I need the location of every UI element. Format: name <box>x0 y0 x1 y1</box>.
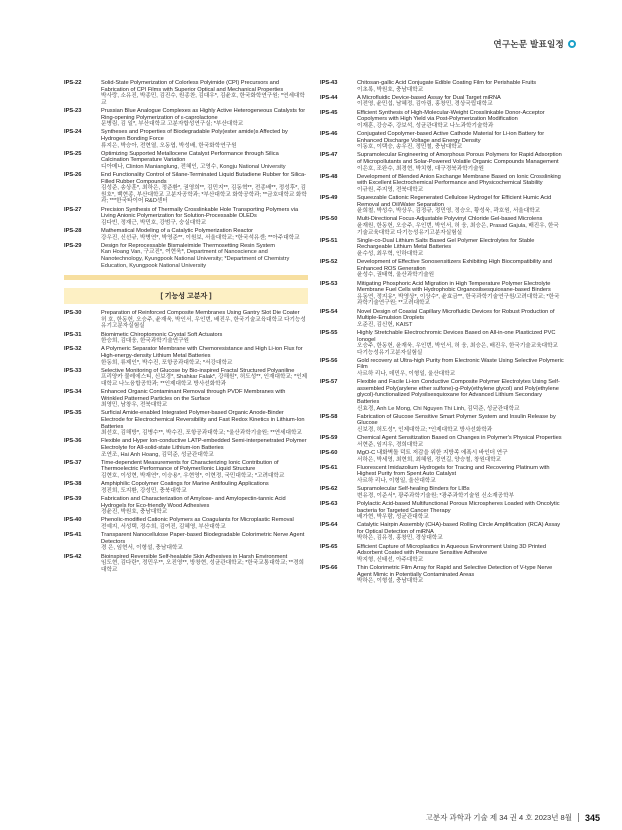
journal-info: 고분자 과학과 기술 제 34 권 4 호 2023년 8월 <box>425 813 572 822</box>
abstract-entry <box>64 438 308 458</box>
entry-title: Fluorescent Imidazolium Hydrogels for Tracing and Recovering Platinum with Highest Purity from Spent Auto Catalyst <box>357 464 550 478</box>
entry-title: Time-dependent Measurements for Characterizing Ionic Contribution of Thermoelectric Performance of Polymer/Ionic Liquid Structure <box>101 459 279 473</box>
entry-authors: 변유경, 이준서*, 광주과학기술원; *광주과학기술원 신소재공학부 <box>357 492 515 499</box>
abstract-entry <box>64 481 308 494</box>
abstract-entry <box>64 410 308 436</box>
abstract-entry <box>64 389 308 409</box>
entry-authors: 김현호, 이성현, 박재연*, 이승용*, 우현영*, 이현정, 국민대학교; *고려대학교 <box>101 473 285 479</box>
entry-authors: 최선호, 김해방*, 김병수**, 박수진, 포항공과대학교; *울산과학기술원; **연세대학교 <box>101 430 302 437</box>
entry-authors: 서하은, 박세영, 최현희, 최혜원, 정연길, 양승철, 창원대학교 <box>357 456 502 463</box>
header-title: 연구논문 발표일정 <box>493 39 564 49</box>
entry-body <box>357 565 564 585</box>
abstract-entry <box>64 108 308 128</box>
abstract-entry <box>320 501 564 521</box>
entry-code: IPS-34 <box>64 389 82 396</box>
abstract-entry <box>64 243 308 269</box>
entry-authors: 경 은, 임현서, 이형설, 충남대학교 <box>101 545 183 552</box>
entry-body <box>101 243 308 269</box>
entry-body <box>357 379 564 412</box>
entry-authors: 디아메나, Clinton Manianglung, 전혜인, 고영수, Kongju National University <box>101 163 286 170</box>
entry-body <box>357 238 564 258</box>
abstract-entry <box>320 414 564 434</box>
entry-body <box>357 414 564 434</box>
entry-body <box>101 517 308 530</box>
entry-code: IPS-30 <box>64 310 82 317</box>
entry-title: MgO-C 내화벽돌 덕트 저감을 위한 지방족 에폭시 바인더 연구 <box>357 449 508 456</box>
entry-authors: 오준진, 김신헌, KAIST <box>357 321 413 328</box>
entry-authors: 윤희철, 박성수, 박상우, 김정규, 정민영, 정승오, 황성욱, 곽호원, 서울대학교 <box>357 208 541 215</box>
abstract-entry <box>320 95 564 108</box>
abstract-entry <box>320 195 564 215</box>
entry-body <box>101 80 308 106</box>
entry-body <box>101 228 308 241</box>
entry-body <box>357 450 564 463</box>
entry-authors: 이재훈, 강승주, 강보석, 성균관대학교 나노과학기술학과 <box>357 122 494 129</box>
entry-code: IPS-35 <box>64 410 82 417</box>
abstract-entry <box>64 207 308 227</box>
abstract-entry <box>320 238 564 258</box>
entry-code: IPS-41 <box>64 532 82 539</box>
entry-code: IPS-36 <box>64 438 82 445</box>
abstract-entry <box>320 486 564 499</box>
entry-code: IPS-47 <box>320 152 338 159</box>
entry-code: IPS-45 <box>320 109 338 116</box>
entry-code: IPS-40 <box>64 517 82 524</box>
entry-code: IPS-43 <box>320 80 338 86</box>
entry-body <box>357 435 564 448</box>
entry-title: Supramolecular Self-healing Binders for LIBs <box>357 486 470 493</box>
entry-code: IPS-55 <box>320 329 338 336</box>
entry-title: Flexible and Facile Li-ion Conductive Composite Polymer Electrolytes Using Self-assembled Poly(arylene ether sulfone)-g-Poly(ethylene glycol) and Poly(ethylene glycol)-functionalized Polysilsesquioxane for Advanced Lithium Secondary Batteries <box>357 379 560 406</box>
entry-body <box>357 174 564 194</box>
entry-body <box>357 330 564 356</box>
entry-title: Optimizing Supported Metallocene Catalyst Performance through Silica Calcination Temperature Variation <box>101 150 279 164</box>
entry-title: Highly Stretchable Electrochromic Devices Based on All-in-one Plasticized PVC Ionogel <box>357 329 556 343</box>
entry-body <box>101 310 308 330</box>
abstract-entry <box>320 309 564 329</box>
entry-title: End Functionality Control of Silane-Terminated Liquid Butadiene Rubber for Silica-Filled Rubber Compounds <box>101 172 307 185</box>
entry-list-top <box>64 80 308 269</box>
entry-title: Biomimetic Chiroptomonic Crystal Soft Actuators <box>101 331 223 338</box>
entry-authors: 박하은, 이형설, 충남대학교 <box>357 578 424 585</box>
entry-code: IPS-44 <box>320 94 338 101</box>
abstract-entry <box>64 346 308 366</box>
entry-code: IPS-42 <box>64 553 82 560</box>
section-title: [ 기능성 고분자 ] <box>64 288 308 304</box>
entry-body <box>357 259 564 279</box>
entry-body <box>101 481 308 494</box>
entry-authors: 배가현, 박우람, 성균관대학교 <box>357 514 429 521</box>
entry-authors: 유동연, 정지유*, 박영상*, 이상수*, 윤효금**, 한국과학기술연구원/고려대학교; *한국과학기술연구원; **고려대학교 <box>357 293 560 307</box>
abstract-entry <box>320 174 564 194</box>
entry-title: Development of Blended Anion Exchange Membrane Based on Ionic Crosslinking with Excellent Electrochemical Performance and Physicochemical Stability <box>357 173 561 187</box>
entry-authors: 정진희, 도지환, 강성민, 충북대학교 <box>101 487 187 494</box>
entry-body <box>357 281 564 307</box>
entry-authors: 전예지, 서성택, 정수희, 김여진, 김혜영, 부산대학교 <box>101 523 226 530</box>
entry-code: IPS-56 <box>320 357 338 364</box>
entry-authors: 류지은, 박승아, 전현열, 오동엽, 박성배, 한국화학연구원 <box>101 142 237 149</box>
abstract-entry <box>64 80 308 106</box>
entry-title: Mitigating Phosphoric Acid Migration in High Temperature Polymer Electrolyte Membrane Fuel Cells with Hydrophobic Organosilsesquioxane-based Binders <box>357 280 551 294</box>
entry-code: IPS-61 <box>320 464 338 471</box>
entry-code: IPS-24 <box>64 129 82 136</box>
entry-title: Novel Design of Coaxial Capillary Microfluidic Devices for Robust Production of Multiple-Emulsion Droplets <box>357 308 555 322</box>
entry-code: IPS-64 <box>320 522 338 529</box>
entry-title: Fabrication of Glucose Sensitive Smart Polymer System and Insulin Release by Glucose <box>357 413 556 427</box>
abstract-entry <box>320 358 564 378</box>
entry-authors: 허 호, 한동헌, 오승주, 윤재욱, 박인서, 우인번, 배진우, 한국기술교육대학교 다기능성유기고분자실험실 <box>101 316 306 330</box>
entry-title: A Polymeric Separator Membrane with Chemoresistance and High Li-ion Flux for High-energy-density Lithium Metal Batteries <box>101 346 303 359</box>
entry-authors: 신보경, 허도성*, 인제대학교; *인제대학교 방사선화학과 <box>357 427 493 433</box>
entry-code: IPS-65 <box>320 543 338 550</box>
left-column <box>64 80 308 575</box>
abstract-entry <box>320 259 564 279</box>
entry-body <box>357 309 564 329</box>
entry-title: Supramolecular Engineering of Amorphous Porous Polymers for Rapid Adsorption of Micropollutants and Solar-Powered Volatile Organic Compounds Management <box>357 152 562 165</box>
entry-title: Single-co-Dual Lithium Salts Based Gel Polymer Electrolytes for Stable Rechargeable Lithium Metal Batteries <box>357 237 535 251</box>
entry-body <box>101 332 308 345</box>
entry-body <box>357 486 564 499</box>
entry-body <box>101 108 308 128</box>
abstract-entry <box>320 330 564 356</box>
entry-title: Precision Synthesis of Thermally Crosslinkable Hole Transporting Polymers via Living Anionic Polymerization for Solution-Processable OLEDs <box>101 206 299 220</box>
entry-title: Amphiphilic Copolymer Coatings for Marine Antifouling Applications <box>101 481 269 488</box>
entry-list-bottom <box>64 310 308 573</box>
abstract-entry <box>320 522 564 542</box>
entry-authors: 이동호, 이택승, 송우진, 정민철, 충남대학교 <box>357 144 463 151</box>
entry-code: IPS-33 <box>64 367 82 374</box>
entry-code: IPS-38 <box>64 481 82 488</box>
abstract-entry <box>320 450 564 463</box>
entry-title: Enhanced Organic Contaminant Removal through PVDF Membranes with Wrinkled Patterned Particles on the Surface <box>101 389 286 402</box>
entry-authors: 박하은, 김유정, 홍창민, 경상대학교 <box>357 535 443 542</box>
entry-authors: 이전영, 윤민섭, 남혜정, 김아림, 홍창민, 경상국립대학교 <box>357 101 493 108</box>
entry-body <box>357 544 564 564</box>
abstract-entry <box>64 460 308 480</box>
abstract-entry <box>64 554 308 574</box>
entry-title: Catalytic Hairpin Assembly (CHA)-based Rolling Circle Amplification (RCA) Assay for Optical Detection of miRNA <box>357 522 561 535</box>
entry-body <box>357 95 564 108</box>
entry-title: Design for Reprocessable Bismaleimide Thermosetting Resin System <box>101 242 275 249</box>
entry-authors: 윤수성, 최우혁, 인하대학교 <box>357 251 424 257</box>
entry-body <box>357 501 564 521</box>
entry-title: Syntheses and Properties of Biodegradable Poly(ester amide)s Affected by Hydrogen Bonding Force <box>101 129 288 142</box>
abstract-entry <box>64 151 308 171</box>
entry-body <box>101 438 308 458</box>
entry-code: IPS-48 <box>320 173 338 180</box>
entry-code: IPS-60 <box>320 449 338 456</box>
entry-body <box>357 152 564 172</box>
abstract-entry <box>320 465 564 485</box>
entry-authors: 이규원, 주지영, 전북대학교 <box>357 186 424 193</box>
entry-body <box>357 465 564 485</box>
entry-body <box>101 129 308 149</box>
entry-title: Transparent Nanocellulose Paper-based Biodegradable Colorimetric Nerve Agent Detectors <box>101 532 305 545</box>
abstract-entry <box>320 565 564 585</box>
entry-code: IPS-51 <box>320 237 338 244</box>
entry-authors: 윤성수, 권태혁, 울산과학기술원 <box>357 272 435 279</box>
entry-body <box>357 216 564 236</box>
abstract-entry <box>320 216 564 236</box>
abstract-entry <box>64 129 308 149</box>
abstract-entry <box>320 80 564 93</box>
entry-body <box>101 410 308 436</box>
entry-title: Prussian Blue Analogue Complexes as Highly Active Heterogeneous Catalysts for Ring-opening Polymerization of ε-caprolactone <box>101 107 306 121</box>
abstract-entry <box>320 152 564 172</box>
entry-title: Efficient Synthesis of High-Molecular-Weight Crosslinkable Donor-Acceptor Copolymers with High Yield via Post-Polymerization Modification <box>357 109 545 123</box>
entry-code: IPS-25 <box>64 150 82 157</box>
entry-title: Fabrication and Characterization of Amylose- and Amylopectin-tannic Acid Hydrogels for Eco-friendly Wood Adhesives <box>101 495 286 509</box>
section-divider <box>64 275 308 280</box>
entry-body <box>101 532 308 552</box>
entry-title: Chemical Agent Sensitization Based on Changes in Polymer's Physical Properties <box>357 435 562 442</box>
abstract-entry <box>64 496 308 516</box>
entry-authors: 사르하 리나, 이형일, 울산대학교 <box>357 477 436 484</box>
entry-title: Bioinspired Reversible Self-healable Skin Adhesives in Harsh Environment <box>101 553 288 560</box>
abstract-entry <box>64 368 308 388</box>
entry-authors: 신효경, Anh Le Mong, Chi Nguyen Thi Linh, 김덕준, 성균관대학교 <box>357 405 520 412</box>
entry-code: IPS-31 <box>64 331 82 338</box>
circle-bullet-icon <box>568 40 576 48</box>
page-footer <box>426 812 600 823</box>
entry-body <box>101 554 308 574</box>
entry-title: A Microfluidic Device-based Assay for Dual Target miRNA <box>357 94 501 101</box>
entry-body <box>357 522 564 542</box>
entry-body <box>357 80 564 93</box>
entry-code: IPS-54 <box>320 308 338 315</box>
entry-body <box>357 195 564 215</box>
entry-body <box>101 496 308 516</box>
entry-authors: 조연조, Hai Anh Hoang, 김덕준, 성균관대학교 <box>101 451 214 458</box>
entry-authors: 이은호, 조완수, 최경현, 박치형, 대구경북과학기술원 <box>357 165 484 172</box>
abstract-entry <box>64 228 308 241</box>
entry-body <box>101 207 308 227</box>
entry-authors: 서현준, 임지우, 경희대학교 <box>357 441 424 448</box>
entry-title: Chitosan-gallic Acid Conjugate Edible Coating Film for Perishable Fruits <box>357 80 537 86</box>
abstract-entry <box>320 379 564 412</box>
entry-body <box>357 110 564 130</box>
abstract-entry <box>64 310 308 330</box>
abstract-entry <box>64 332 308 345</box>
entry-title: Surficial Amide-enabled Integrated Polymer-based Organic Anode-Binder Electrode for Electrochemical Reversibility and Fast Redox Kinetics in Lithium-Ion Batteries <box>101 410 305 430</box>
right-column <box>320 80 564 586</box>
entry-authors: 윤재원, 한동헌, 오승주, 우인번, 박인서, 허 웅, 최승은, Prasad Gajula, 배진우, 한국기술교육대학교 다기능성유기고분자실험실 <box>357 223 559 236</box>
entry-title: Preparation of Reinforced Composite Membranes Using Gantry Slot Die Coater <box>101 310 300 317</box>
entry-code: IPS-22 <box>64 80 82 86</box>
entry-code: IPS-39 <box>64 495 82 502</box>
entry-code: IPS-53 <box>320 280 338 287</box>
abstract-entry <box>320 131 564 151</box>
abstract-entry <box>320 281 564 307</box>
entry-code: IPS-62 <box>320 486 338 493</box>
entry-authors: 최영민, 남창우, 전북대학교 <box>101 402 168 409</box>
entry-title: Development of Effective Sonosensitizers Exhibiting High Biocompatibility and Enhanced ROS Generation <box>357 259 552 272</box>
entry-title: Multi-Directional Focus-Adjustable Polyvinyl Chloride Gel-based Microlens <box>357 216 543 223</box>
entry-code: IPS-59 <box>320 435 338 442</box>
entry-authors: 강우진, 신선규, 박병연*, 박영준**, 이원보, 서울대학교; *한국석유센; **아주대학교 <box>101 234 300 241</box>
entry-authors: 프리양카 물레에스티, 신보경*, Shahkar Falak*, 강해원*, 허도성**, 인재대학교; *인제대학교 나노융합공학과; **인제대학교 방사선화학과 <box>101 374 308 387</box>
entry-title: Mathematical Modeling of a Catalytic Polymerization Reactor <box>101 228 254 235</box>
entry-authors: 문병림, 김 일*, 부산대학교 고분자합성연구실; *부산대학교 <box>101 121 244 128</box>
entry-code: IPS-57 <box>320 379 338 386</box>
abstract-entry <box>320 544 564 564</box>
entry-body <box>101 346 308 366</box>
entry-authors: 이초록, 박원호, 충남대학교 <box>357 86 424 93</box>
entry-title: Polylactic Acid-based Multifunctional Porous Microspheres Loaded with Oncolytic bacteria for Targeted Cancer Therapy <box>357 500 560 514</box>
entry-title: Squeezable Cationic Regenerated Cellulose Hydrogel for Efficient Humic Acid Removal and Oil/Water Separation <box>357 195 552 208</box>
entry-authors: 오승주, 한동헌, 윤재욱, 우인번, 박인서, 허 웅, 최승은, 배진우, 한국기술교육대학교 다기능성유기고분자실험실 <box>357 343 559 356</box>
entry-code: IPS-26 <box>64 172 82 179</box>
entry-authors: 사르하 리나, 데민우, 이형일, 울산대학교 <box>357 371 456 378</box>
entry-code: IPS-49 <box>320 195 338 202</box>
page-number: 345 <box>584 812 600 823</box>
abstract-entry <box>320 110 564 130</box>
abstract-entry <box>64 172 308 205</box>
entry-code: IPS-66 <box>320 565 338 572</box>
entry-code: IPS-46 <box>320 130 338 137</box>
footer-separator <box>578 813 579 822</box>
entry-title: Flexible and Hyper Ion-conductive LATP-embedded Semi-interpenetrated Polymer Electrolyte for All-solid-state Lithium-ion Batteries <box>101 438 307 452</box>
entry-authors: 김다빈, 정재근, 박민호, 강범구, 숭실대학교 <box>101 219 207 226</box>
entry-code: IPS-27 <box>64 206 82 213</box>
entry-title: Efficient Capture of Microplastics in Aqueous Environment Using 3D Printed Adsorbent Coated with Pressure Sensitive Adhesive <box>357 543 546 557</box>
entry-authors: 임도현, 김다란*, 정민우**, 오진영**, 방창현, 성균관대학교; *한국교통대학교; **경희대학교 <box>101 560 304 573</box>
entry-title: Thin Colorimetric Film Array for Rapid and Selective Detection of V-type Nerve Agent Mimic in Potentially Contaminated Areas <box>357 565 553 578</box>
entry-code: IPS-37 <box>64 459 82 466</box>
entry-body <box>101 172 308 205</box>
entry-authors: 한승희, 김대웅, 한국과학기술연구원 <box>101 338 189 345</box>
entry-body <box>101 389 308 409</box>
entry-body <box>101 151 308 171</box>
entry-code: IPS-58 <box>320 413 338 420</box>
entry-body <box>101 368 308 388</box>
abstract-entry <box>64 532 308 552</box>
entry-authors: 김성준, 송상훈*, 최하은, 정준환*, 권영희**, 김민지**, 김동혁**, 전종배**, 정성후*, 김원호*, 백현종, 부산대학교 고분자공학과; *부산대학교 화학공학과; **금호대학교 화학과; ***한국타이어 R&D센터 <box>101 185 307 205</box>
entry-authors: 박지형, 신태선, 아주대학교 <box>357 556 424 563</box>
entry-authors: 한동희, 류제인*, 박수진, 포항공과대학교; *서강대학교 <box>101 359 233 366</box>
entry-body <box>101 460 308 480</box>
entry-list-right <box>320 80 564 585</box>
entry-code: IPS-23 <box>64 107 82 114</box>
entry-title: Phenolic-modified Cationic Polymers as Coagulants for Microplastic Removal <box>101 517 294 524</box>
entry-title: Selective Monitoring of Glucose by Bio-inspired Fractal Structured Polyaniline <box>101 367 295 374</box>
entry-title: Gold recovery at Ultra-high Purity from Electronic Waste Using Selective Polymeric Film <box>357 357 564 371</box>
entry-code: IPS-28 <box>64 228 82 235</box>
entry-title: Solid-State Polymerization of Colorless Polyimide (CPI) Precursors and Fabrication of CPI Films with Superior Optical and Mechanical Properties <box>101 80 284 93</box>
entry-authors: 정윤진, 박원호, 충남대학교 <box>101 509 168 516</box>
abstract-entry <box>64 517 308 530</box>
entry-title: Conjugated Copolymer-based Active Cathode Material for Li-ion Battery for Enhanced Discharge Voltage and Energy Density <box>357 130 545 144</box>
entry-body <box>357 358 564 378</box>
entry-code: IPS-52 <box>320 259 338 266</box>
entry-authors: 박사랑, 소유진, 박종민, 김진수, 원종찬, 김대우*, 김윤호, 한국화학연구원; *연세대학교 <box>101 93 305 106</box>
entry-code: IPS-32 <box>64 346 82 353</box>
abstract-entry <box>320 435 564 448</box>
page-header <box>493 38 576 50</box>
entry-code: IPS-63 <box>320 500 338 507</box>
entry-authors: Kan Hoang Van, 구교진*, 여현욱*, Department of Nanoscience and Nanotechnology, Kyungpook National University; *Department of Chemistry Education, Kyungpook National University <box>101 249 290 269</box>
entry-body <box>357 131 564 151</box>
entry-code: IPS-50 <box>320 216 338 223</box>
entry-code: IPS-29 <box>64 242 82 249</box>
